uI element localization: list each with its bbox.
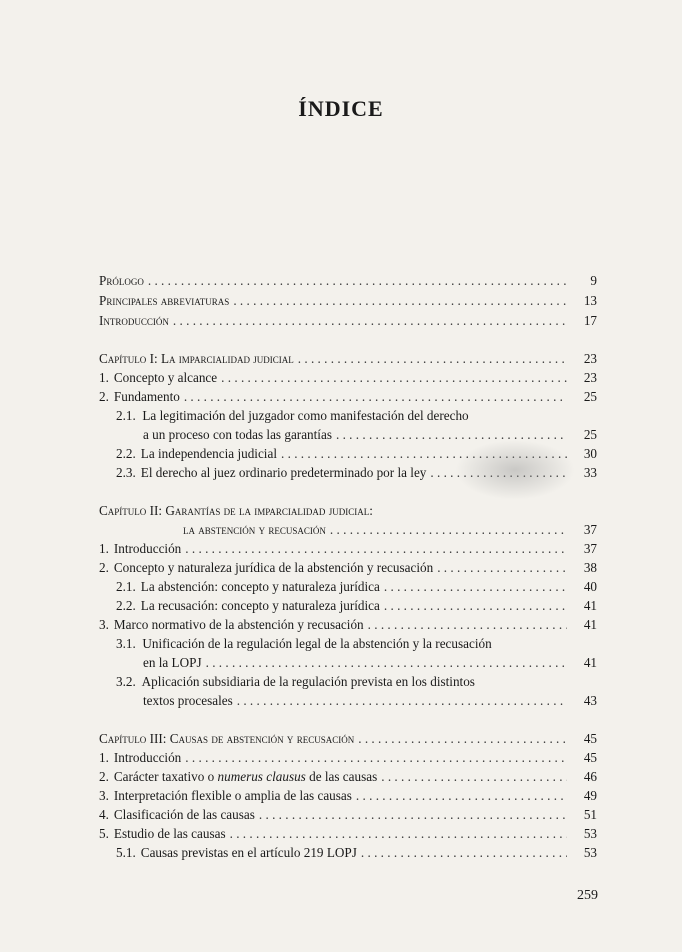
entry-label: Unificación de la regulación legal de la abstención y la recusación xyxy=(142,636,492,651)
entry-page: 41 xyxy=(583,617,597,632)
leader-dots xyxy=(437,560,567,576)
leader-dots xyxy=(206,655,567,671)
entry-page: 37 xyxy=(583,522,597,537)
entry-label: Introducción xyxy=(113,541,182,556)
leader-dots xyxy=(185,750,567,766)
chapter-label: Capítulo III: Causas de abstención y recusación xyxy=(99,731,355,746)
entry-page: 53 xyxy=(583,845,597,860)
entry-page: 41 xyxy=(583,598,597,613)
leader-dots xyxy=(259,807,567,823)
entry-page: 40 xyxy=(583,579,597,594)
entry-label: Aplicación subsidiaria de la regulación prevista en los distintos xyxy=(141,674,475,689)
page-number: 259 xyxy=(577,888,598,903)
entry-label: Prólogo xyxy=(99,273,144,288)
entry-label: El derecho al juez ordinario predeterminado por la ley xyxy=(140,465,427,480)
toc-entry-3-5[interactable] xyxy=(99,826,597,842)
toc-entry-3-2[interactable] xyxy=(99,769,597,785)
leader-dots xyxy=(381,769,567,785)
entry-number: 2.1. xyxy=(116,579,136,594)
entry-number: 2.1. xyxy=(116,408,136,423)
entry-label: La recusación: concepto y naturaleza jurídica xyxy=(140,598,380,613)
toc-entry-2-3[interactable] xyxy=(99,617,597,633)
toc-entry-2-3-2[interactable] xyxy=(116,674,475,690)
toc-chapter-2[interactable] xyxy=(99,503,373,519)
entry-label: Introducción xyxy=(99,313,169,328)
entry-page: 23 xyxy=(583,351,597,366)
leader-dots xyxy=(230,826,567,842)
toc-entry-2-3-1[interactable] xyxy=(116,636,492,652)
entry-page: 43 xyxy=(583,693,597,708)
entry-page: 25 xyxy=(583,389,597,404)
entry-label: Concepto y naturaleza jurídica de la abstención y recusación xyxy=(113,560,434,575)
toc-entry-2-3-1-cont[interactable] xyxy=(143,655,597,671)
entry-label: Concepto y alcance xyxy=(113,370,218,385)
entry-label: Marco normativo de la abstención y recusación xyxy=(113,617,364,632)
leader-dots xyxy=(148,273,567,289)
toc-entry-3-1[interactable] xyxy=(99,750,597,766)
entry-page: 53 xyxy=(583,826,597,841)
entry-number: 1. xyxy=(99,541,109,556)
leader-dots xyxy=(221,370,567,386)
toc-entry-2-1[interactable] xyxy=(99,541,597,557)
entry-number: 2. xyxy=(99,389,109,404)
toc-entry-3-4[interactable] xyxy=(99,807,597,823)
entry-page: 13 xyxy=(583,293,597,308)
entry-label: La independencia judicial xyxy=(140,446,277,461)
entry-page: 41 xyxy=(583,655,597,670)
toc-entry-1-2-1[interactable] xyxy=(116,408,469,424)
entry-page: 25 xyxy=(583,427,597,442)
entry-page: 51 xyxy=(583,807,597,822)
entry-label: Principales abreviaturas xyxy=(99,293,230,308)
leader-dots xyxy=(361,845,567,861)
entry-number: 2. xyxy=(99,769,109,784)
entry-label: Interpretación flexible o amplia de las causas xyxy=(113,788,352,803)
entry-page: 33 xyxy=(583,465,597,480)
entry-page: 17 xyxy=(583,313,597,328)
entry-number: 1. xyxy=(99,370,109,385)
toc-entry-3-5-1[interactable] xyxy=(116,845,597,861)
entry-label-text: Carácter taxativo o xyxy=(113,769,215,784)
entry-label: Estudio de las causas xyxy=(113,826,226,841)
entry-page: 37 xyxy=(583,541,597,556)
toc-entry-1-1[interactable] xyxy=(99,370,597,386)
entry-label-continued: a un proceso con todas las garantías xyxy=(143,427,332,442)
entry-label: La legitimación del juzgador como manifestación del derecho xyxy=(142,408,469,423)
entry-label-continued: en la LOPJ xyxy=(143,655,202,670)
entry-page: 49 xyxy=(583,788,597,803)
chapter-label: Capítulo I: La imparcialidad judicial xyxy=(99,351,294,366)
entry-number: 4. xyxy=(99,807,109,822)
entry-label-after: de las causas xyxy=(309,769,378,784)
entry-page: 46 xyxy=(583,769,597,784)
entry-number: 3.1. xyxy=(116,636,136,651)
toc-entry-prologo[interactable] xyxy=(99,273,597,289)
entry-number: 1. xyxy=(99,750,109,765)
page-title: ÍNDICE xyxy=(298,96,384,121)
entry-number: 2.3. xyxy=(116,465,136,480)
leader-dots xyxy=(384,579,567,595)
print-smudge xyxy=(455,440,575,500)
entry-label-italic: numerus clausus xyxy=(217,769,306,784)
leader-dots xyxy=(237,693,567,709)
toc-entry-2-2-1[interactable] xyxy=(116,579,597,595)
toc-entry-2-2[interactable] xyxy=(99,560,597,576)
toc-chapter-1[interactable] xyxy=(99,351,597,367)
entry-label: Causas previstas en el artículo 219 LOPJ xyxy=(140,845,357,860)
entry-number: 3. xyxy=(99,788,109,803)
leader-dots xyxy=(358,731,567,747)
entry-page: 38 xyxy=(583,560,597,575)
leader-dots xyxy=(368,617,567,633)
entry-label: Fundamento xyxy=(113,389,180,404)
entry-label: Clasificación de las causas xyxy=(113,807,255,822)
leader-dots xyxy=(356,788,567,804)
toc-entry-3-3[interactable] xyxy=(99,788,597,804)
entry-page: 30 xyxy=(583,446,597,461)
leader-dots xyxy=(184,389,567,405)
entry-number: 2.2. xyxy=(116,446,136,461)
entry-number: 3.2. xyxy=(116,674,136,689)
leader-dots xyxy=(298,351,567,367)
toc-entry-2-3-2-cont[interactable] xyxy=(143,693,597,709)
entry-number: 5. xyxy=(99,826,109,841)
entry-page: 9 xyxy=(590,273,597,288)
chapter-label: Capítulo II: Garantías de la imparcialidad judicial: xyxy=(99,503,373,518)
leader-dots xyxy=(173,313,567,329)
toc-entry-abreviaturas[interactable] xyxy=(99,293,597,309)
toc-chapter-2-cont[interactable] xyxy=(183,522,597,538)
chapter-label-continued: la abstención y recusación xyxy=(183,522,326,537)
leader-dots xyxy=(384,598,567,614)
toc-entry-2-2-2[interactable] xyxy=(116,598,597,614)
entry-label-continued: textos procesales xyxy=(143,693,233,708)
entry-number: 3. xyxy=(99,617,109,632)
entry-page: 45 xyxy=(583,731,597,746)
leader-dots xyxy=(233,293,567,309)
entry-label: Introducción xyxy=(113,750,182,765)
entry-label: La abstención: concepto y naturaleza jurídica xyxy=(140,579,380,594)
entry-page: 45 xyxy=(583,750,597,765)
toc-entry-introduccion[interactable] xyxy=(99,313,597,329)
entry-number: 2.2. xyxy=(116,598,136,613)
entry-number: 2. xyxy=(99,560,109,575)
entry-number: 5.1. xyxy=(116,845,136,860)
entry-label xyxy=(114,769,377,785)
leader-dots xyxy=(185,541,567,557)
entry-page: 23 xyxy=(583,370,597,385)
toc-entry-1-2[interactable] xyxy=(99,389,597,405)
leader-dots xyxy=(330,522,567,538)
toc-chapter-3[interactable] xyxy=(99,731,597,747)
